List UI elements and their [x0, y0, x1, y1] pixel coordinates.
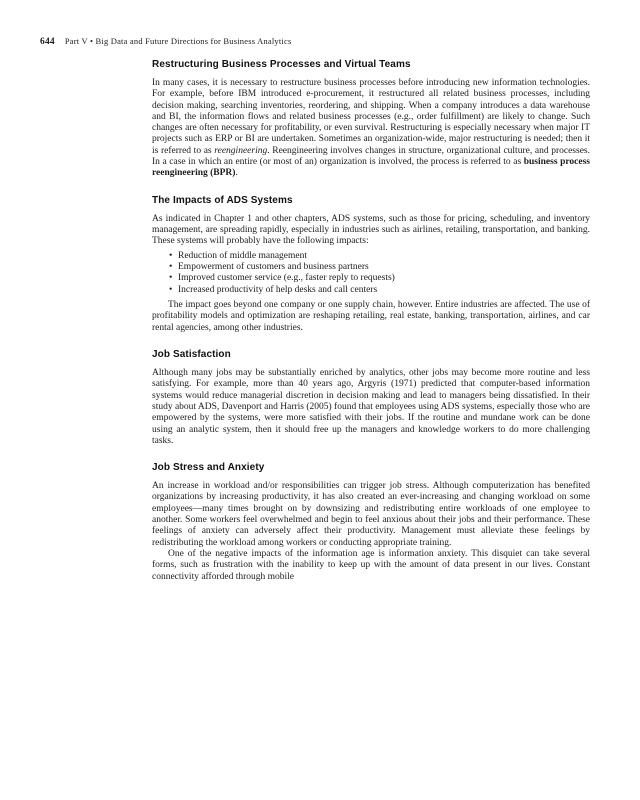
page-number: 644: [40, 37, 55, 47]
heading-restructuring: Restructuring Business Processes and Virtual Teams: [152, 59, 411, 70]
heading-job-satisfaction: Job Satisfaction: [152, 349, 231, 361]
paragraph-ads-impact: The impact goes beyond one company or one supply chain, however. Entire industries are affected. The use of profitability models and optimization are reshaping retailing, real estate, banking, transportation, airlines, and car rental agencies, among other industries.: [152, 300, 590, 333]
paragraph-ads-intro: As indicated in Chapter 1 and other chapters, ADS systems, such as those for pricing, scheduling, and inventory management, are spreading rapidly, especially in industries such as airlines, retailing, transportation, and banking. These systems will probably have the following impacts:: [152, 213, 590, 247]
running-header-text: Part V • Big Data and Future Directions for Business Analytics: [64, 36, 292, 46]
heading-ads-impacts: The Impacts of ADS Systems: [152, 194, 293, 206]
ads-impacts-list: [152, 251, 590, 297]
paragraph-part: .: [235, 168, 238, 179]
list-item: • Reduction of middle management: [178, 251, 590, 262]
paragraph-part-italic: reengineering: [214, 145, 268, 156]
paragraph-part: . Reengineering involves changes in structure, organizational culture, and processes. In a case in which an entire (or most of an) organization is involved, the process is referred to as: [152, 145, 590, 168]
list-item: • Empowerment of customers and business partners: [178, 262, 590, 273]
paragraph-job-satisfaction: Although many jobs may be substantially enriched by analytics, other jobs may become more routine and less satisfying. For example, more than 40 years ago, Argyris (1971) predicted that computer-based information systems would reduce managerial discretion in decision making and lead to managers being dissatisfied. In their study about ADS, Davenport and Harris (2005) found that employees using ADS systems, especially those who are empowered by the systems, were more satisfied with their jobs. If the routine and mundane work can be done using an analytic system, then it should free up the managers and knowledge workers to do more challenging tasks.: [152, 368, 590, 446]
heading-job-stress: Job Stress and Anxiety: [152, 462, 265, 474]
paragraph-restructuring: [152, 78, 590, 180]
page-content: [152, 59, 590, 583]
list-item: • Improved customer service (e.g., faster reply to requests): [178, 273, 590, 284]
paragraph-part: In many cases, it is necessary to restructure business processes before introducing new information technologies. For example, before IBM introduced e-procurement, it restructured all related business processes, including decision making, searching inventories, reordering, and shipping. When a company introduces a data warehouse and BI, the information flows and related business processes (e.g., order fulfillment) are likely to change. Such changes are often necessary for profitability, or even survival. Restructuring is especially necessary when major IT projects such as ERP or BI are undertaken. Sometimes an organization-wide, major restructuring is needed; then it is referred to as: [152, 78, 590, 156]
paragraph-job-stress: An increase in workload and/or responsibilities can trigger job stress. Although computerization has benefited organizations by increasing productivity, it has also created an ever-increasing and changing workload on some employees—many times brought on by downsizing and redistributing entire workloads of one employee to another. Some workers feel overwhelmed and begin to feel anxious about their jobs and their performance. These feelings of anxiety can adversely affect their productivity. Management must alleviate these feelings by redistributing the workload among workers or conducting appropriate training.: [152, 481, 590, 548]
paragraph-part-bold: business process reengineering (BPR): [152, 157, 591, 179]
paragraph-information-anxiety: One of the negative impacts of the information age is information anxiety. This disquiet can take several forms, such as frustration with the inability to keep up with the amount of data present in our lives. Constant connectivity afforded through mobile: [152, 548, 590, 582]
running-header: [40, 36, 590, 47]
list-item: • Increased productivity of help desks and call centers: [178, 285, 590, 296]
